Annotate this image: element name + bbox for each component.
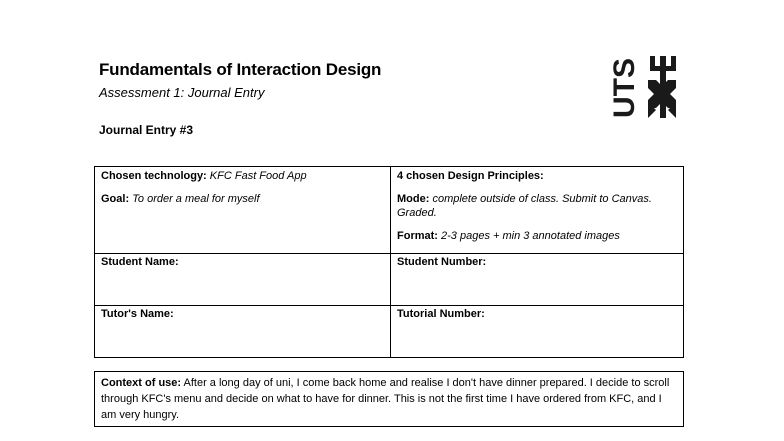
tutorial-number-label: Tutorial Number: <box>397 308 485 320</box>
context-of-use-box <box>94 371 684 427</box>
goal-value: To order a meal for myself <box>132 193 260 205</box>
table-row <box>95 306 684 358</box>
technology-label: Chosen technology: <box>101 170 207 182</box>
student-number-cell <box>391 254 684 306</box>
technology-value: KFC Fast Food App <box>209 170 307 182</box>
tutor-name-label: Tutor's Name: <box>101 308 174 320</box>
table-row <box>95 254 684 306</box>
journal-info-table <box>94 166 684 358</box>
document-subtitle: Assessment 1: Journal Entry <box>99 85 265 100</box>
format-value: 2-3 pages + min 3 annotated images <box>441 230 620 242</box>
format-label: Format: <box>397 230 438 242</box>
journal-entry-heading: Journal Entry #3 <box>99 123 194 137</box>
technology-goal-cell <box>95 167 391 254</box>
goal-label: Goal: <box>101 193 130 205</box>
student-name-label: Student Name: <box>101 256 179 268</box>
uts-logo-wordmark: UTS <box>608 58 641 118</box>
mode-label: Mode: <box>397 193 430 205</box>
design-principles-cell <box>391 167 684 254</box>
student-name-cell <box>95 254 391 306</box>
student-number-label: Student Number: <box>397 256 487 268</box>
tutorial-number-cell <box>391 306 684 358</box>
principles-label: 4 chosen Design Principles: <box>397 170 544 182</box>
mode-value: complete outside of class. Submit to Canvas. Graded. <box>397 193 652 219</box>
context-text: After a long day of uni, I come back home and realise I don't have dinner prepared. I decide to scroll through KFC's menu and decide on what to have for dinner. This is not the first time I have ordered from KFC, and I am very hungry. <box>101 377 670 421</box>
table-row <box>95 167 684 254</box>
document-title: Fundamentals of Interaction Design <box>99 60 382 79</box>
uts-logo <box>604 52 694 120</box>
context-label: Context of use: <box>101 377 182 389</box>
tutor-name-cell <box>95 306 391 358</box>
uts-crest-icon <box>648 56 676 118</box>
